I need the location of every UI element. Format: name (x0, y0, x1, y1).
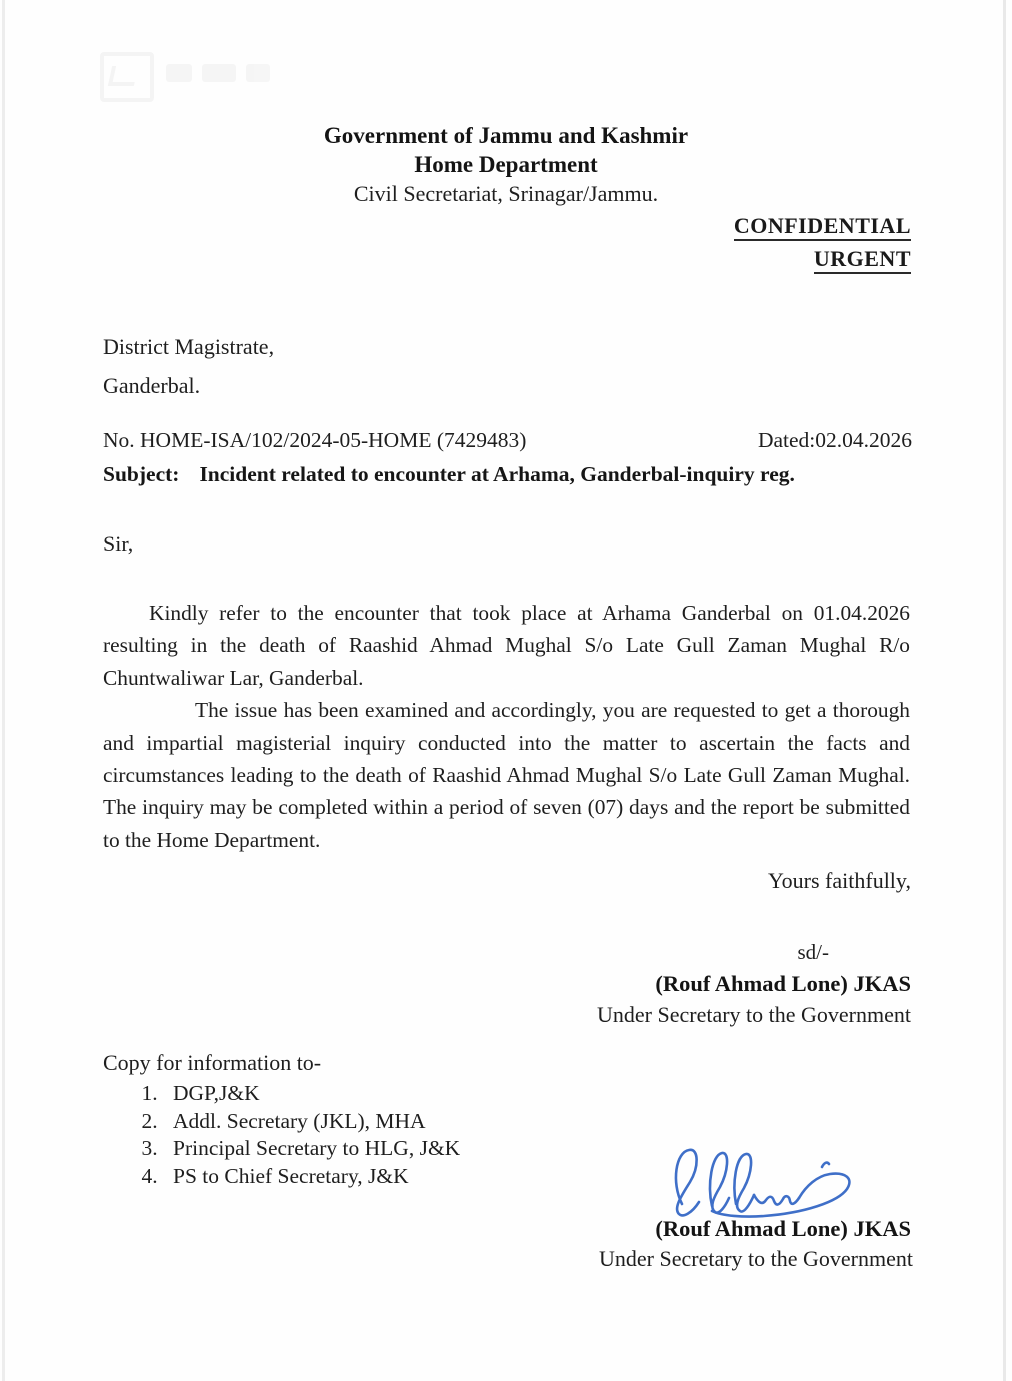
subject-line (103, 462, 912, 487)
salutation: Sir, (103, 531, 134, 556)
subject-label: Subject: (103, 462, 180, 486)
copy-list-item: 4. PS to Chief Secretary, J&K (163, 1163, 460, 1191)
letterhead-department: Home Department (414, 152, 598, 177)
reference-number: No. HOME-ISA/102/2024-05-HOME (7429483) (103, 428, 527, 452)
sd-notation: sd/- (797, 940, 829, 964)
copy-list-item: 2. Addl. Secretary (JKL), MHA (163, 1108, 460, 1136)
faint-watermark (100, 52, 270, 96)
copy-list (103, 1080, 460, 1190)
bottom-signatory-title: Under Secretary to the Government (599, 1246, 913, 1271)
body-paragraph-2: The issue has been examined and accordingly, you are requested to get a thorough and impartial magisterial inquiry conducted into the matter to ascertain the facts and circumstances leading to the death of Raashid Ahmad Mughal S/o Late Gull Zaman Mughal. The inquiry may be completed within a period of seven (07) days and the report be submitted to the Home Department. (103, 698, 910, 852)
addressee-designation: District Magistrate, (103, 334, 275, 359)
copy-list-item: 3. Principal Secretary to HLG, J&K (163, 1135, 460, 1163)
subject-text: Incident related to encounter at Arhama, Ganderbal-inquiry reg. (199, 462, 795, 486)
bottom-signatory-name: (Rouf Ahmad Lone) JKAS (655, 1216, 911, 1241)
letterhead-address: Civil Secretariat, Srinagar/Jammu. (353, 181, 659, 206)
reference-row (103, 428, 912, 453)
letter-date: Dated:02.04.2026 (757, 428, 912, 452)
letterhead-government: Government of Jammu and Kashmir (323, 123, 689, 148)
addressee-block (103, 327, 274, 405)
signatory-name: (Rouf Ahmad Lone) JKAS (655, 971, 911, 996)
classification-stamps (734, 212, 911, 278)
valediction: Yours faithfully, (767, 868, 911, 893)
copy-list-heading: Copy for information to- (103, 1050, 322, 1075)
body-paragraph-1: Kindly refer to the encounter that took place at Arhama Ganderbal on 01.04.2026 resulting in the death of Raashid Ahmad Mughal S/o Late Gull Zaman Mughal R/o Chuntwaliwar Lar, Ganderbal. (103, 601, 910, 690)
urgent-label: URGENT (814, 246, 911, 274)
letter-body (103, 597, 910, 856)
confidential-label: CONFIDENTIAL (734, 213, 911, 241)
signatory-title: Under Secretary to the Government (597, 1002, 911, 1027)
copy-list-item: 1. DGP,J&K (163, 1080, 460, 1108)
addressee-place: Ganderbal. (103, 373, 201, 398)
letterhead (0, 121, 1012, 208)
